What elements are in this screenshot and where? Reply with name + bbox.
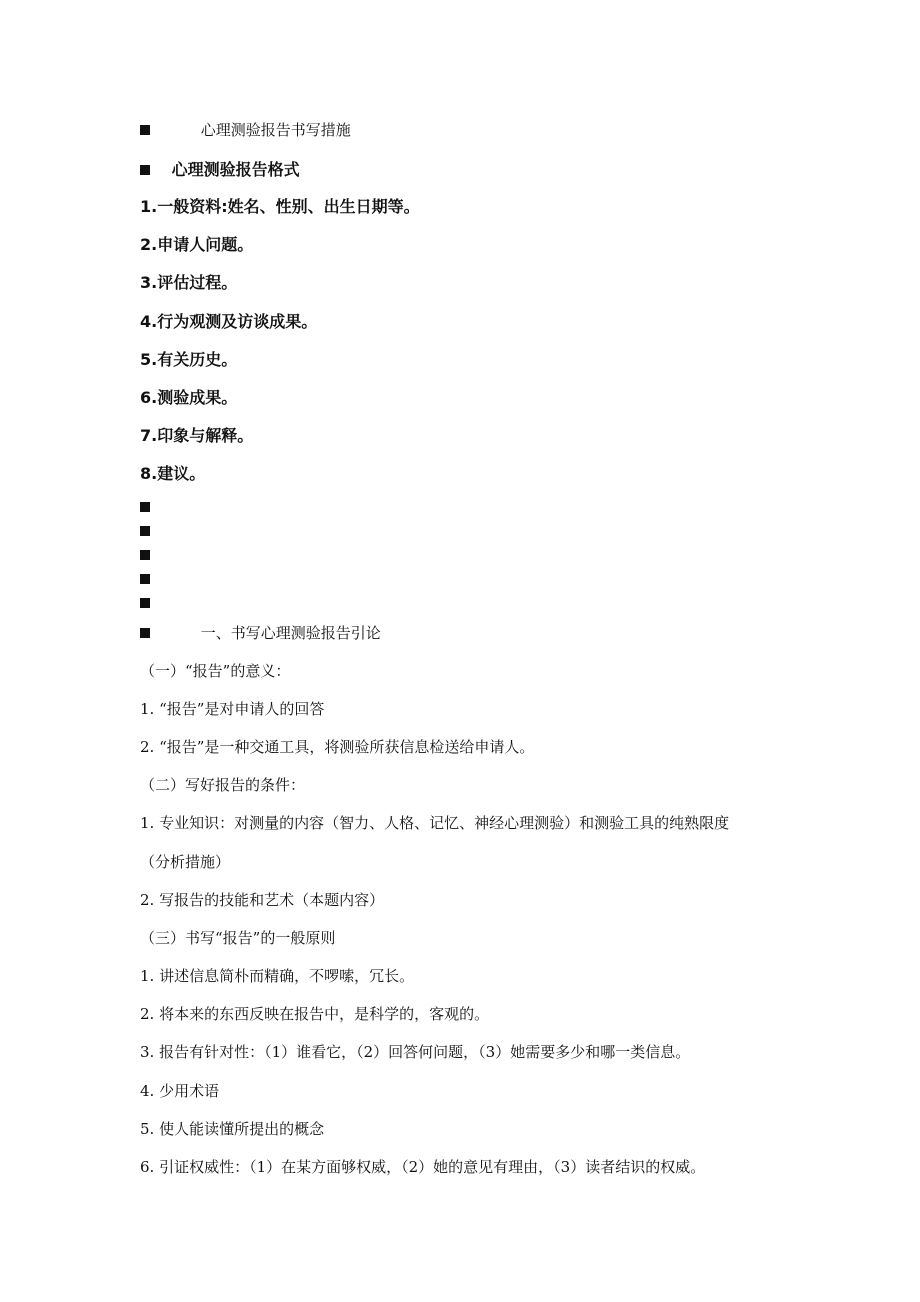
square-bullet-icon (140, 550, 150, 560)
format-item-1: 1.一般资料:姓名、性别、出生日期等。 (140, 197, 420, 216)
square-bullet-icon (140, 502, 150, 512)
section-1-title: （一）“报告”的意义： (140, 662, 291, 680)
empty-bullet-line (140, 547, 150, 562)
section-3-title: （三）书写“报告”的一般原则 (140, 929, 336, 947)
section-1-item-2: 2. “报告”是一种交通工具，将测验所获信息检送给申请人。 (140, 738, 535, 756)
square-bullet-icon (140, 526, 150, 536)
bullet-line-2 (140, 161, 300, 178)
section-1-item-1: 1. “报告”是对申请人的回答 (140, 700, 325, 718)
bullet-line-1 (140, 122, 351, 138)
section-2-item-1: 1. 专业知识：对测量的内容（智力、人格、记忆、神经心理测验）和测验工具的纯熟限度 (140, 814, 730, 832)
square-bullet-icon (140, 574, 150, 584)
bullet-line-3 (140, 625, 381, 641)
format-item-8: 8.建议。 (140, 464, 206, 483)
section-2-item-1-continued: （分析措施） (140, 853, 231, 871)
empty-bullet-line (140, 571, 150, 586)
square-bullet-icon (140, 628, 150, 638)
section-3-item-4: 4. 少用术语 (140, 1082, 220, 1100)
heading-format: 心理测验报告格式 (171, 159, 300, 179)
empty-bullet-line (140, 523, 150, 538)
section-2-title: （二）写好报告的条件： (140, 776, 306, 794)
section-3-item-3: 3. 报告有针对性：（1）谁看它，（2）回答何问题，（3）她需要多少和哪一类信息。 (140, 1043, 691, 1061)
format-item-4: 4.行为观测及访谈成果。 (140, 312, 318, 331)
format-item-6: 6.测验成果。 (140, 388, 238, 407)
section-3-item-2: 2. 将本来的东西反映在报告中，是科学的，客观的。 (140, 1005, 490, 1023)
square-bullet-icon (140, 598, 150, 608)
empty-bullet-line (140, 595, 150, 610)
section-3-item-1: 1. 讲述信息简朴而精确，不啰嗦，冗长。 (140, 967, 415, 985)
heading-method: 心理测验报告书写措施 (200, 120, 351, 139)
heading-introduction: 一、书写心理测验报告引论 (200, 623, 381, 642)
section-2-item-2: 2. 写报告的技能和艺术（本题内容） (140, 891, 385, 909)
square-bullet-icon (140, 165, 150, 175)
format-item-2: 2.申请人问题。 (140, 235, 254, 254)
format-item-3: 3.评估过程。 (140, 273, 238, 292)
section-3-item-6: 6. 引证权威性：（1）在某方面够权威，（2）她的意见有理由，（3）读者结识的权威。 (140, 1158, 706, 1176)
empty-bullet-line (140, 499, 150, 514)
format-item-7: 7.印象与解释。 (140, 426, 254, 445)
section-3-item-5: 5. 使人能读懂所提出的概念 (140, 1120, 325, 1138)
square-bullet-icon (140, 125, 150, 135)
format-item-5: 5.有关历史。 (140, 350, 238, 369)
